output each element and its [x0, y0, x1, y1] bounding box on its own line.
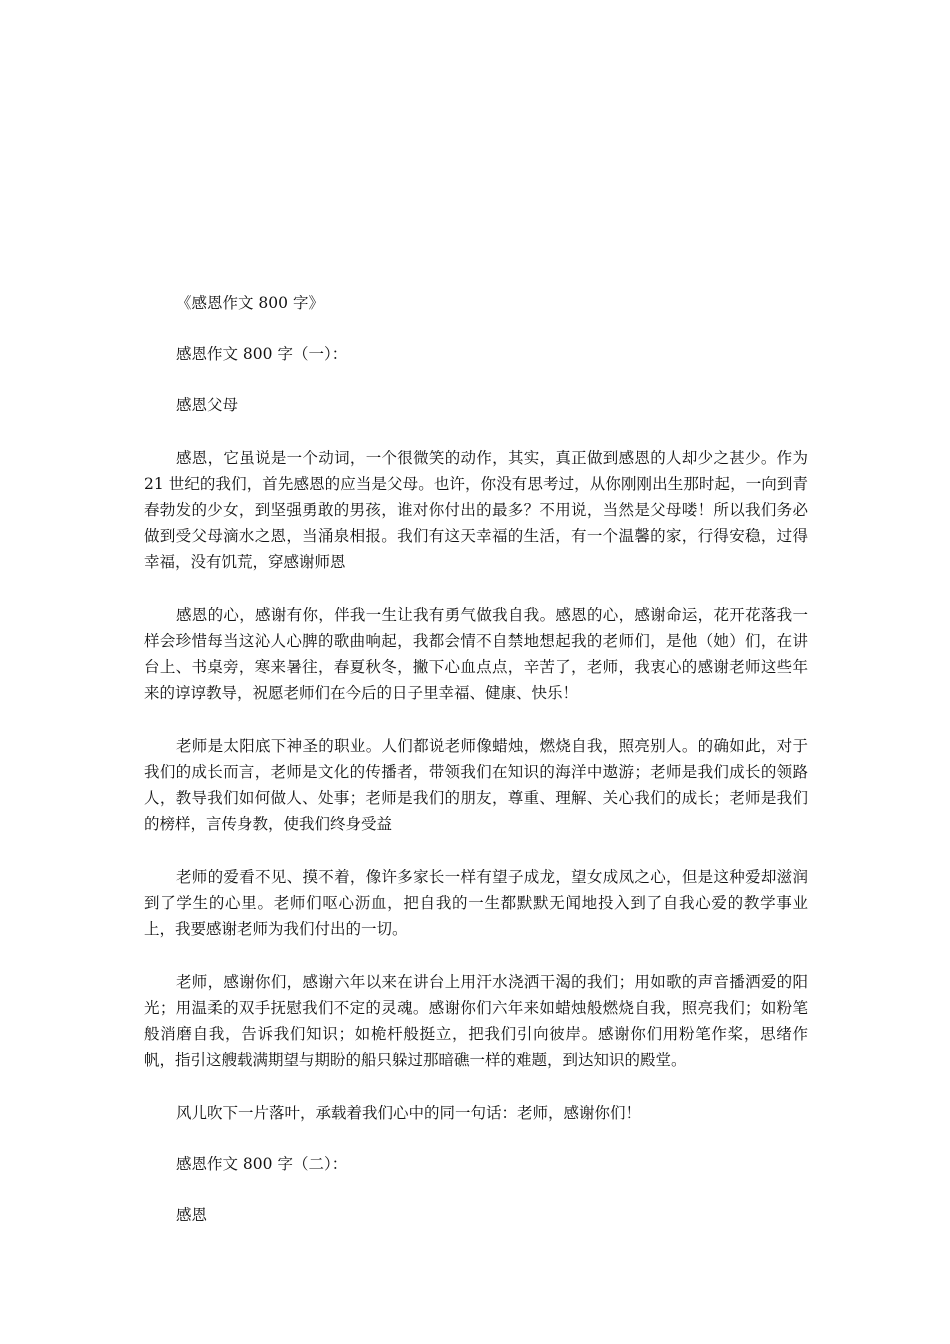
- section-subheading: 感恩: [176, 1206, 208, 1224]
- document-body: [144, 290, 808, 1255]
- section-subheading: 感恩父母: [176, 396, 239, 414]
- paragraph: 感恩，它虽说是一个动词，一个很微笑的动作，其实，真正做到感恩的人却少之甚少。作为 21 世纪的我们，首先感恩的应当是父母。也许，你没有思考过，从你刚刚出生那时起，一向到青春勃发的少女，到坚强勇敢的男孩，谁对你付出的最多？不用说，当然是父母喽！所以我们务必做到受父母滴水之恩，当涌泉相报。我们有这天幸福的生活，有一个温馨的家，行得安稳，过得幸福，没有饥荒，穿感谢师恩: [144, 449, 808, 571]
- section-heading: 感恩作文 800 字（二）：: [176, 1155, 348, 1173]
- paragraph: 老师是太阳底下神圣的职业。人们都说老师像蜡烛，燃烧自我，照亮别人。的确如此，对于我们的成长而言，老师是文化的传播者，带领我们在知识的海洋中遨游；老师是我们成长的领路人，教导我们如何做人、处事；老师是我们的朋友，尊重、理解、关心我们的成长；老师是我们的榜样，言传身教，使我们终身受益: [144, 737, 808, 833]
- paragraph: 感恩的心，感谢有你，伴我一生让我有勇气做我自我。感恩的心，感谢命运，花开花落我一样会珍惜每当这沁人心脾的歌曲响起，我都会情不自禁地想起我的老师们，是他（她）们，在讲台上、书桌旁，寒来暑往，春夏秋冬，撇下心血点点，辛苦了，老师，我衷心的感谢老师这些年来的谆谆教导，祝愿老师们在今后的日子里幸福、健康、快乐！: [144, 606, 808, 702]
- paragraph: 老师，感谢你们，感谢六年以来在讲台上用汗水浇洒干渴的我们；用如歌的声音播洒爱的阳光；用温柔的双手抚慰我们不定的灵魂。感谢你们六年来如蜡烛般燃烧自我，照亮我们；如粉笔般消磨自我，告诉我们知识；如桅杆般挺立，把我们引向彼岸。感谢你们用粉笔作桨，思绪作帆，指引这艘载满期望与期盼的船只躲过那暗礁一样的难题，到达知识的殿堂。: [144, 973, 808, 1069]
- paragraph: 老师的爱看不见、摸不着，像许多家长一样有望子成龙，望女成凤之心，但是这种爱却滋润到了学生的心里。老师们呕心沥血，把自我的一生都默默无闻地投入到了自我心爱的教学事业上，我要感谢老师为我们付出的一切。: [144, 868, 808, 938]
- document-title: 《感恩作文 800 字》: [176, 294, 324, 312]
- paragraph: 风儿吹下一片落叶，承载着我们心中的同一句话：老师，感谢你们！: [176, 1104, 642, 1122]
- section-heading: 感恩作文 800 字（一）：: [176, 345, 348, 363]
